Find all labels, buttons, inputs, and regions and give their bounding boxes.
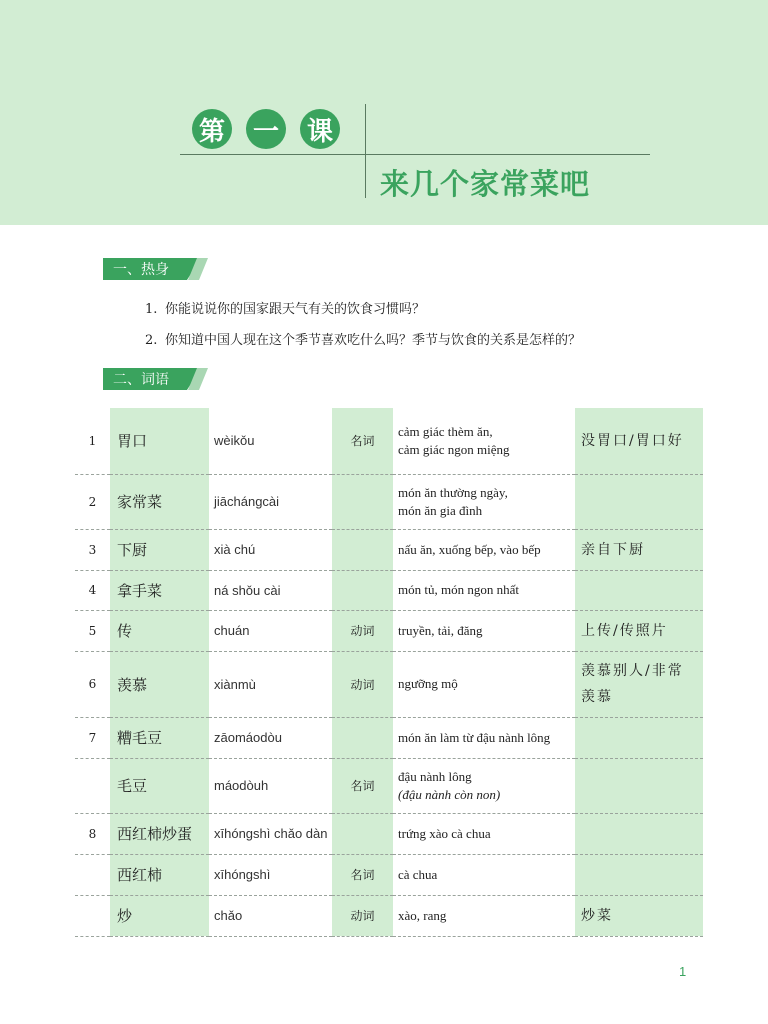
header-divider-vertical	[365, 104, 366, 198]
vocab-number: 4	[75, 570, 110, 610]
vocab-part-of-speech	[332, 717, 393, 758]
vocab-part-of-speech: 动词	[332, 610, 393, 651]
vocab-meaning-line: món tủ, món ngon nhất	[398, 582, 519, 597]
vocab-meaning	[393, 813, 575, 854]
vocab-part-of-speech: 动词	[332, 895, 393, 936]
lesson-char-circle: 第	[192, 109, 232, 149]
vocab-number: 2	[75, 474, 110, 529]
vocab-pinyin: ná shǒu cài	[209, 570, 332, 610]
vocab-row	[75, 717, 703, 758]
section-heading-vocab: 二、词语	[103, 368, 208, 390]
question-text: 你能说说你的国家跟天气有关的饮食习惯吗？	[165, 302, 426, 317]
lesson-char-circle: 一	[246, 109, 286, 149]
vocab-example: 亲自下厨	[575, 529, 703, 570]
vocab-example: 没胃口/胃口好	[575, 408, 703, 474]
vocab-meaning	[393, 610, 575, 651]
vocab-word: 拿手菜	[110, 570, 209, 610]
vocab-row	[75, 854, 703, 895]
vocab-example	[575, 758, 703, 813]
vocab-example: 上传/传照片	[575, 610, 703, 651]
vocab-example	[575, 854, 703, 895]
vocab-pinyin: xiànmù	[209, 651, 332, 717]
vocab-part-of-speech: 名词	[332, 854, 393, 895]
vocab-meaning	[393, 854, 575, 895]
vocab-pinyin: zāomáodòu	[209, 717, 332, 758]
vocab-meaning	[393, 570, 575, 610]
vocab-row	[75, 610, 703, 651]
vocab-word: 西红柿炒蛋	[110, 813, 209, 854]
vocab-part-of-speech	[332, 529, 393, 570]
vocab-example	[575, 474, 703, 529]
vocab-part-of-speech	[332, 570, 393, 610]
vocab-meaning-line: (đậu nành còn non)	[398, 786, 501, 802]
vocab-word: 胃口	[110, 408, 209, 474]
vocab-meaning	[393, 529, 575, 570]
vocab-word: 下厨	[110, 529, 209, 570]
section-heading-warmup: 一、热身	[103, 258, 208, 280]
vocab-pinyin: xià chú	[209, 529, 332, 570]
vocab-word: 糟毛豆	[110, 717, 209, 758]
header-divider	[180, 154, 650, 155]
vocab-example	[575, 570, 703, 610]
vocab-row	[75, 651, 703, 717]
vocab-meaning-line: món ăn gia đình	[398, 502, 483, 518]
vocab-meaning-line: cảm giác thèm ăn,	[398, 423, 493, 439]
lesson-char-circle: 课	[300, 109, 340, 149]
vocab-meaning-line: trứng xào cà chua	[398, 825, 491, 841]
vocab-meaning-line: cảm giác ngon miệng	[398, 441, 510, 457]
vocab-number: 7	[75, 717, 110, 758]
vocab-example	[575, 717, 703, 758]
question-item	[145, 329, 581, 348]
vocab-part-of-speech	[332, 813, 393, 854]
vocab-number: 5	[75, 610, 110, 651]
vocab-pinyin: xīhóngshì chǎo dàn	[209, 813, 332, 854]
vocab-number: 6	[75, 651, 110, 717]
vocab-word: 家常菜	[110, 474, 209, 529]
vocab-pinyin: wèikǒu	[209, 408, 332, 474]
vocab-row	[75, 529, 703, 570]
vocab-meaning	[393, 895, 575, 936]
vocab-part-of-speech	[332, 474, 393, 529]
vocab-pinyin: máodòuh	[209, 758, 332, 813]
vocab-meaning-line: truyền, tải, đăng	[398, 622, 483, 638]
vocab-example: 炒菜	[575, 895, 703, 936]
vocab-meaning	[393, 651, 575, 717]
vocab-word: 传	[110, 610, 209, 651]
vocab-example: 羡慕别人/非常羡慕	[575, 651, 703, 717]
vocab-word: 毛豆	[110, 758, 209, 813]
page-number: 1	[679, 964, 687, 979]
vocab-meaning	[393, 408, 575, 474]
vocab-pinyin: xīhóngshì	[209, 854, 332, 895]
lesson-number	[192, 109, 340, 149]
vocab-part-of-speech: 动词	[332, 651, 393, 717]
vocab-meaning	[393, 758, 575, 813]
vocab-pinyin: chuán	[209, 610, 332, 651]
vocab-meaning-line: món ăn thường ngày,	[398, 484, 508, 500]
vocab-word: 炒	[110, 895, 209, 936]
lesson-title: 来几个家常菜吧	[380, 167, 591, 201]
vocab-row	[75, 570, 703, 610]
vocab-row	[75, 758, 703, 813]
vocab-example	[575, 813, 703, 854]
question-text: 你知道中国人现在这个季节喜欢吃什么吗？季节与饮食的关系是怎样的？	[165, 333, 582, 348]
vocab-part-of-speech: 名词	[332, 758, 393, 813]
vocab-row	[75, 408, 703, 474]
vocab-word: 羡慕	[110, 651, 209, 717]
vocab-row	[75, 895, 703, 936]
vocab-number	[75, 895, 110, 936]
vocab-row	[75, 813, 703, 854]
vocab-number	[75, 758, 110, 813]
vocab-meaning-line: đậu nành lông	[398, 768, 472, 784]
vocab-meaning	[393, 474, 575, 529]
vocab-meaning-line: cà chua	[398, 866, 438, 882]
question-number: 2.	[145, 333, 158, 348]
vocab-number	[75, 854, 110, 895]
vocab-meaning	[393, 717, 575, 758]
question-number: 1.	[145, 302, 158, 317]
vocab-meaning-line: nấu ăn, xuống bếp, vào bếp	[398, 541, 541, 557]
vocab-pinyin: jiāchángcài	[209, 474, 332, 529]
vocab-row	[75, 474, 703, 529]
vocab-part-of-speech: 名词	[332, 408, 393, 474]
vocab-number: 3	[75, 529, 110, 570]
vocab-word: 西红柿	[110, 854, 209, 895]
vocab-pinyin: chǎo	[209, 895, 332, 936]
vocab-number: 1	[75, 408, 110, 474]
question-item	[145, 298, 425, 317]
vocab-meaning-line: món ăn làm từ đậu nành lông	[398, 729, 551, 745]
vocab-meaning-line: xào, rang	[398, 907, 447, 923]
vocab-meaning-line: ngưỡng mộ	[398, 676, 458, 691]
vocab-number: 8	[75, 813, 110, 854]
vocab-table	[75, 408, 703, 937]
